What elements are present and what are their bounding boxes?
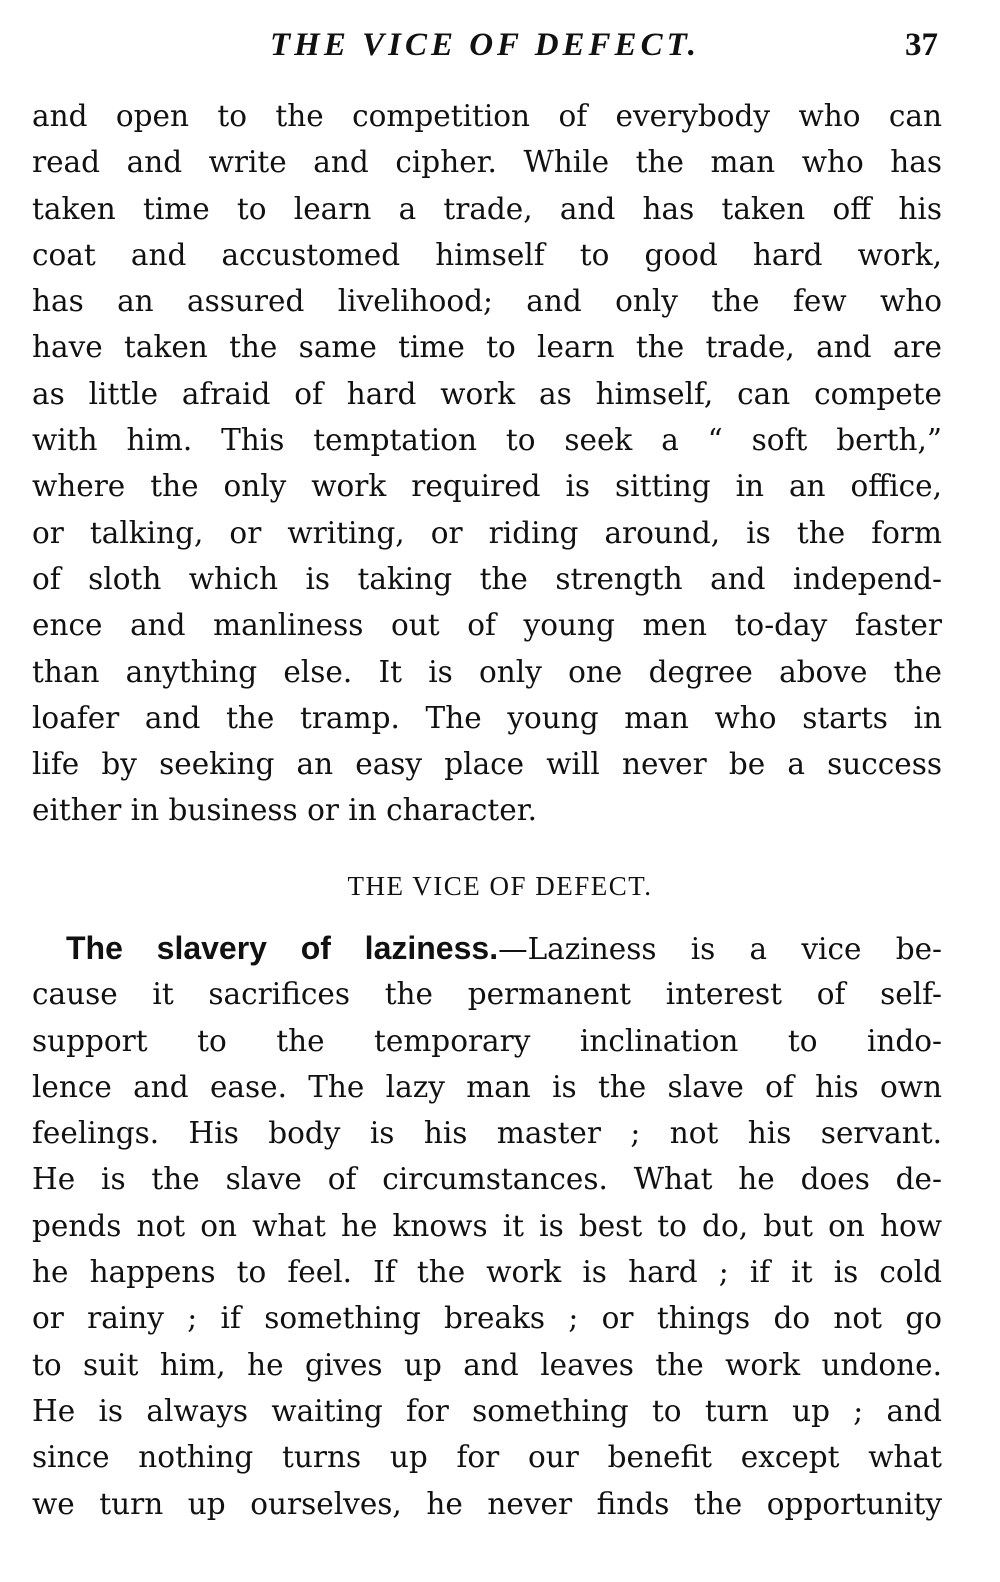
- paragraph-lead-in: The slavery of laziness.: [66, 930, 499, 966]
- text-line: ence and manliness out of young men to-day faster: [32, 608, 942, 643]
- text-line: read and write and cipher. While the man who has: [32, 145, 942, 180]
- text-line: we turn up ourselves, he never finds the opportunity: [32, 1486, 942, 1521]
- text-line: and open to the competition of everybody who can: [32, 99, 942, 133]
- text-line: since nothing turns up for our benefit except what: [32, 1440, 942, 1475]
- text-line: or talking, or writing, or riding around, is the form: [32, 515, 942, 550]
- paragraph-section: [32, 925, 942, 1527]
- text-line: support to the temporary inclination to indo-: [32, 1023, 942, 1058]
- section-heading: THE VICE OF DEFECT.: [347, 871, 653, 901]
- paragraph-continuation: [32, 93, 942, 834]
- text-line: where the only work required is sitting in an office,: [32, 469, 942, 504]
- text-line: pends not on what he knows it is best to do, but on how: [32, 1208, 942, 1243]
- text-line: with him. This temptation to seek a “ soft berth,”: [32, 423, 942, 458]
- text-line: have taken the same time to learn the trade, and are: [32, 330, 942, 365]
- text-line: to suit him, he gives up and leaves the work undone.: [32, 1347, 942, 1382]
- text-line: as little afraid of hard work as himself, can compete: [32, 376, 942, 411]
- text-line: than anything else. It is only one degree above the: [32, 654, 942, 689]
- text-line: feelings. His body is his master ; not his servant.: [32, 1116, 942, 1151]
- text-line: either in business or in character.: [32, 793, 537, 828]
- running-head: THE VICE OF DEFECT.: [270, 27, 700, 63]
- text-line-first: [32, 925, 942, 971]
- text-line-rest: —Laziness is a vice be-: [498, 932, 942, 966]
- text-line: He is always waiting for something to turn up ; and: [32, 1393, 942, 1428]
- text-line: or rainy ; if something breaks ; or things do not go: [32, 1301, 942, 1336]
- page-number: 37: [905, 27, 938, 63]
- text-line: lence and ease. The lazy man is the slave of his own: [32, 1069, 942, 1104]
- text-line: life by seeking an easy place will never be a success: [32, 747, 942, 782]
- text-line: he happens to feel. If the work is hard ; if it is cold: [32, 1255, 942, 1290]
- text-line: has an assured livelihood; and only the few who: [32, 284, 942, 319]
- text-line: He is the slave of circumstances. What he does de-: [32, 1162, 942, 1197]
- text-line: coat and accustomed himself to good hard work,: [32, 237, 942, 272]
- text-line: of sloth which is taking the strength and independ-: [32, 561, 942, 596]
- text-line: taken time to learn a trade, and has taken off his: [32, 191, 942, 226]
- text-line: loafer and the tramp. The young man who starts in: [32, 700, 942, 735]
- text-line: cause it sacrifices the permanent interest of self-: [32, 977, 942, 1012]
